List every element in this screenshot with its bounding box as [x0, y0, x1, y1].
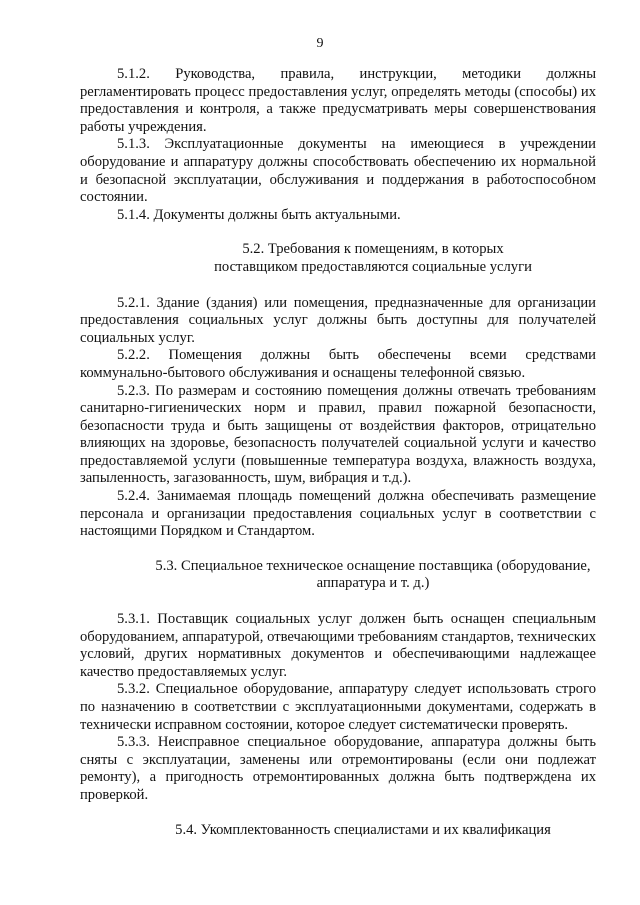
- section-heading-5-2: 5.2. Требования к помещениям, в которых поставщиком предоставляются социальные услуги: [214, 241, 532, 275]
- page-number: 9: [316, 36, 324, 51]
- document-body: [80, 66, 596, 839]
- paragraph-5-3-3: 5.3.3. Неисправное специальное оборудование, аппаратура должны быть сняты с эксплуатации, заменены или отремонтированы (если они подлежат ремонту), а пригодность отремонтированных должна быть подтверждена их проверкой.: [80, 734, 596, 803]
- paragraph-5-3-1: 5.3.1. Поставщик социальных услуг должен быть оснащен специальным оборудованием, аппаратурой, отвечающими требованиям стандартов, технических условий, других нормативных документов и обеспечивающими надлежащее качество предоставляемых услуг.: [80, 611, 596, 680]
- paragraph-5-2-3: 5.2.3. По размерам и состоянию помещения должны отвечать требованиям санитарно-гигиенических норм и правил, правил пожарной безопасности, безопасности труда и быть защищены от воздействия факторов, отрицательно влияющих на здоровье, безопасность получателей социальной услуги и качество предоставляемой услуги (повышенные температура воздуха, влажность воздуха, запыленность, загазованность, шум, вибрация и т.д.).: [80, 382, 596, 487]
- section-heading-5-3: 5.3. Специальное техническое оснащение поставщика (оборудование, аппаратура и т. д.): [155, 557, 591, 592]
- paragraph-5-2-4: 5.2.4. Занимаемая площадь помещений должна обеспечивать размещение персонала и организации предоставления социальных услуг в соответствии с настоящими Порядком и Стандартом.: [80, 488, 596, 540]
- section-heading-5-4: 5.4. Укомплектованность специалистами и их квалификация: [175, 821, 551, 838]
- paragraph-5-1-2: 5.1.2. Руководства, правила, инструкции, методики должны регламентировать процесс предоставления услуг, определять методы (способы) их предоставления и контроля, а также предусматривать меры совершенствования работы учреждения.: [80, 66, 596, 135]
- paragraph-5-3-2: 5.3.2. Специальное оборудование, аппаратуру следует использовать строго по назначению в соответствии с эксплуатационными документами, содержать в технически исправном состоянии, которое следует систематически проверять.: [80, 681, 596, 733]
- paragraph-5-1-3: 5.1.3. Эксплуатационные документы на имеющиеся в учреждении оборудование и аппаратуру должны способствовать обеспечению их нормальной и безопасной эксплуатации, обслуживания и поддержания в работоспособном состоянии.: [80, 136, 596, 206]
- paragraph-5-1-4: 5.1.4. Документы должны быть актуальными.: [117, 206, 401, 223]
- paragraph-5-2-1: 5.2.1. Здание (здания) или помещения, предназначенные для организации предоставления социальных услуг должны быть доступны для получателей социальных услуг.: [80, 294, 596, 346]
- paragraph-5-2-2: 5.2.2. Помещения должны быть обеспечены всеми средствами коммунально-бытового обслуживания и оснащены телефонной связью.: [80, 347, 596, 381]
